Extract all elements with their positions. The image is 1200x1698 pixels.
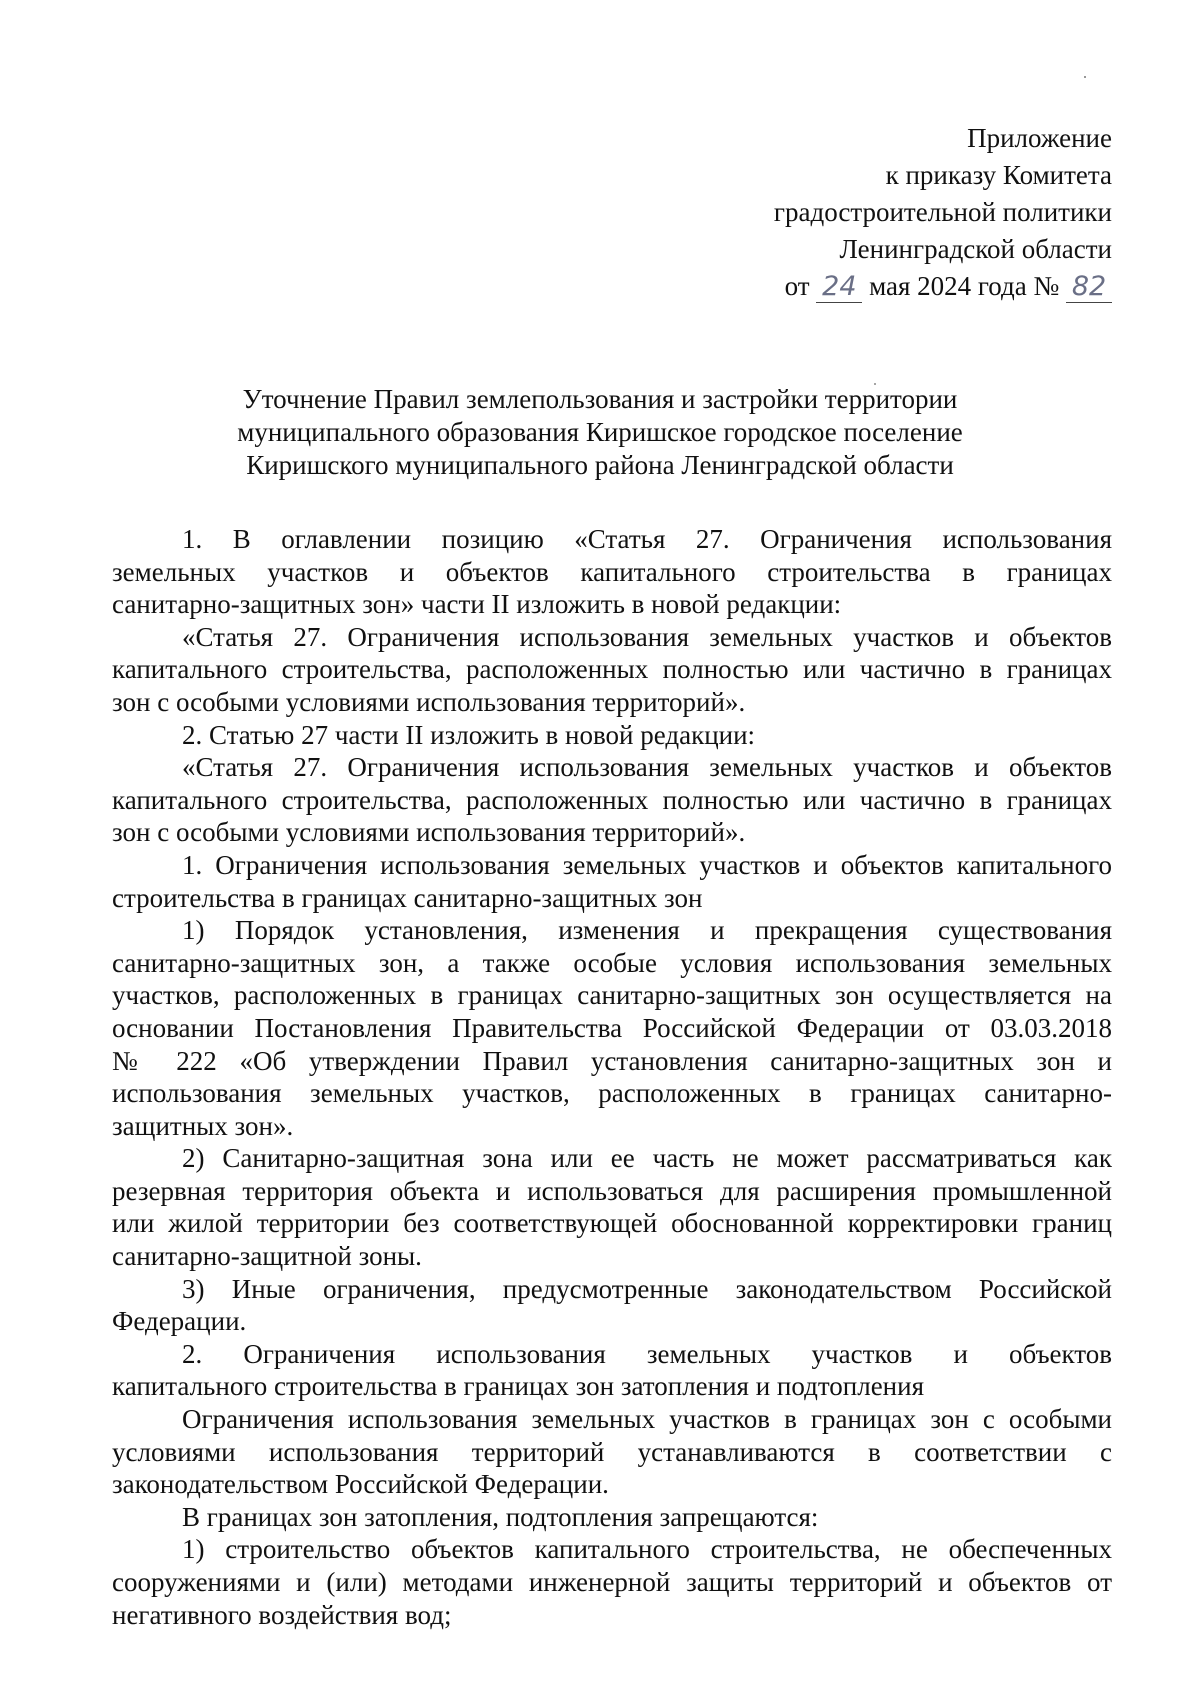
handwritten-number: 82: [1066, 272, 1112, 303]
paragraph: [112, 1533, 1112, 1631]
paragraph: [112, 1403, 1112, 1501]
paragraph: [112, 523, 1112, 621]
text-line: санитарно-защитных зон, а также особые условия использования земельных: [112, 947, 1112, 978]
text-line: «Статья 27. Ограничения использования земельных участков и объектов: [182, 621, 1112, 652]
text-line: капитального строительства, расположенных полностью или частично в границах: [112, 654, 1112, 685]
handwritten-day: 24: [816, 272, 862, 303]
text-line: основании Постановления Правительства Российской Федерации от 03.03.2018: [112, 1012, 1112, 1043]
text-line: 1. Ограничения использования земельных участков и объектов капитального: [182, 849, 1112, 880]
text-line: санитарно-защитных зон» части II изложить в новой редакции:: [112, 589, 842, 620]
text-line: «Статья 27. Ограничения использования земельных участков и объектов: [182, 752, 1112, 783]
paragraph: [112, 1273, 1112, 1338]
paragraph: [112, 719, 1112, 752]
text-line: резервная территория объекта и использоваться для расширения промышленной: [112, 1175, 1112, 1206]
header-line: Приложение: [967, 123, 1112, 153]
paragraph: [112, 914, 1112, 1142]
document-body: [112, 523, 1112, 1631]
paragraph: [112, 1338, 1112, 1403]
text-line: зон с особыми условиями использования территорий».: [112, 817, 746, 848]
text-line: капитального строительства, расположенных полностью или частично в границах: [112, 784, 1112, 815]
text-line: участков, расположенных в границах санитарно-защитных зон осуществляется на: [112, 980, 1112, 1011]
text-line: 1) Порядок установления, изменения и прекращения существования: [182, 915, 1112, 946]
header-line: градостроительной политики: [773, 197, 1112, 227]
paragraph: [112, 849, 1112, 914]
paragraph: [112, 1501, 1112, 1534]
text-line: Ограничения использования земельных участков в границах зон с особыми: [182, 1404, 1112, 1435]
text-line: негативного воздействия вод;: [112, 1599, 452, 1630]
date-middle: мая 2024 года №: [869, 271, 1060, 301]
title-line: Киришского муниципального района Ленинградской области: [246, 450, 954, 480]
header-date-line: [600, 268, 1112, 305]
text-line: В границах зон затопления, подтопления запрещаются:: [182, 1501, 819, 1532]
header-line: Ленинградской области: [839, 234, 1112, 264]
text-line: 2) Санитарно-защитная зона или ее часть не может рассматриваться как: [182, 1143, 1112, 1174]
paragraph: [112, 1142, 1112, 1272]
paragraph: [112, 751, 1112, 849]
text-line: Федерации.: [112, 1306, 247, 1337]
text-line: 1. В оглавлении позицию «Статья 27. Ограничения использования: [182, 524, 1112, 554]
text-line: санитарно-защитной зоны.: [112, 1241, 422, 1272]
header-line: к приказу Комитета: [885, 160, 1112, 190]
text-line: 3) Иные ограничения, предусмотренные законодательством Российской: [182, 1273, 1112, 1304]
text-line: № 222 «Об утверждении Правил установления санитарно-защитных зон и: [112, 1045, 1112, 1076]
text-line: защитных зон».: [112, 1110, 294, 1141]
text-line: 1) строительство объектов капитального строительства, не обеспеченных: [182, 1534, 1112, 1565]
text-line: зон с особыми условиями использования территорий».: [112, 686, 746, 717]
text-line: 2. Статью 27 части II изложить в новой редакции:: [182, 719, 756, 750]
text-line: условиями использования территорий устанавливаются в соответствии с: [112, 1436, 1112, 1467]
paragraph: [112, 621, 1112, 719]
text-line: или жилой территории без соответствующей обоснованной корректировки границ: [112, 1208, 1112, 1239]
title-line: муниципального образования Киришское городское поселение: [237, 417, 963, 447]
document-title: [190, 383, 1010, 482]
text-line: земельных участков и объектов капитального строительства в границах: [112, 556, 1112, 587]
text-line: строительства в границах санитарно-защитных зон: [112, 882, 703, 913]
text-line: законодательством Российской Федерации.: [112, 1469, 609, 1500]
text-line: сооружениями и (или) методами инженерной защиты территорий и объектов от: [112, 1567, 1112, 1597]
title-line: Уточнение Правил землепользования и застройки территории: [242, 384, 958, 414]
text-line: использования земельных участков, расположенных в границах санитарно-: [112, 1078, 1112, 1109]
appendix-header: [600, 120, 1112, 305]
date-prefix: от: [784, 271, 810, 301]
text-line: 2. Ограничения использования земельных участков и объектов: [182, 1338, 1112, 1369]
scan-speck: [1084, 76, 1086, 78]
text-line: капитального строительства в границах зон затопления и подтопления: [112, 1371, 925, 1402]
